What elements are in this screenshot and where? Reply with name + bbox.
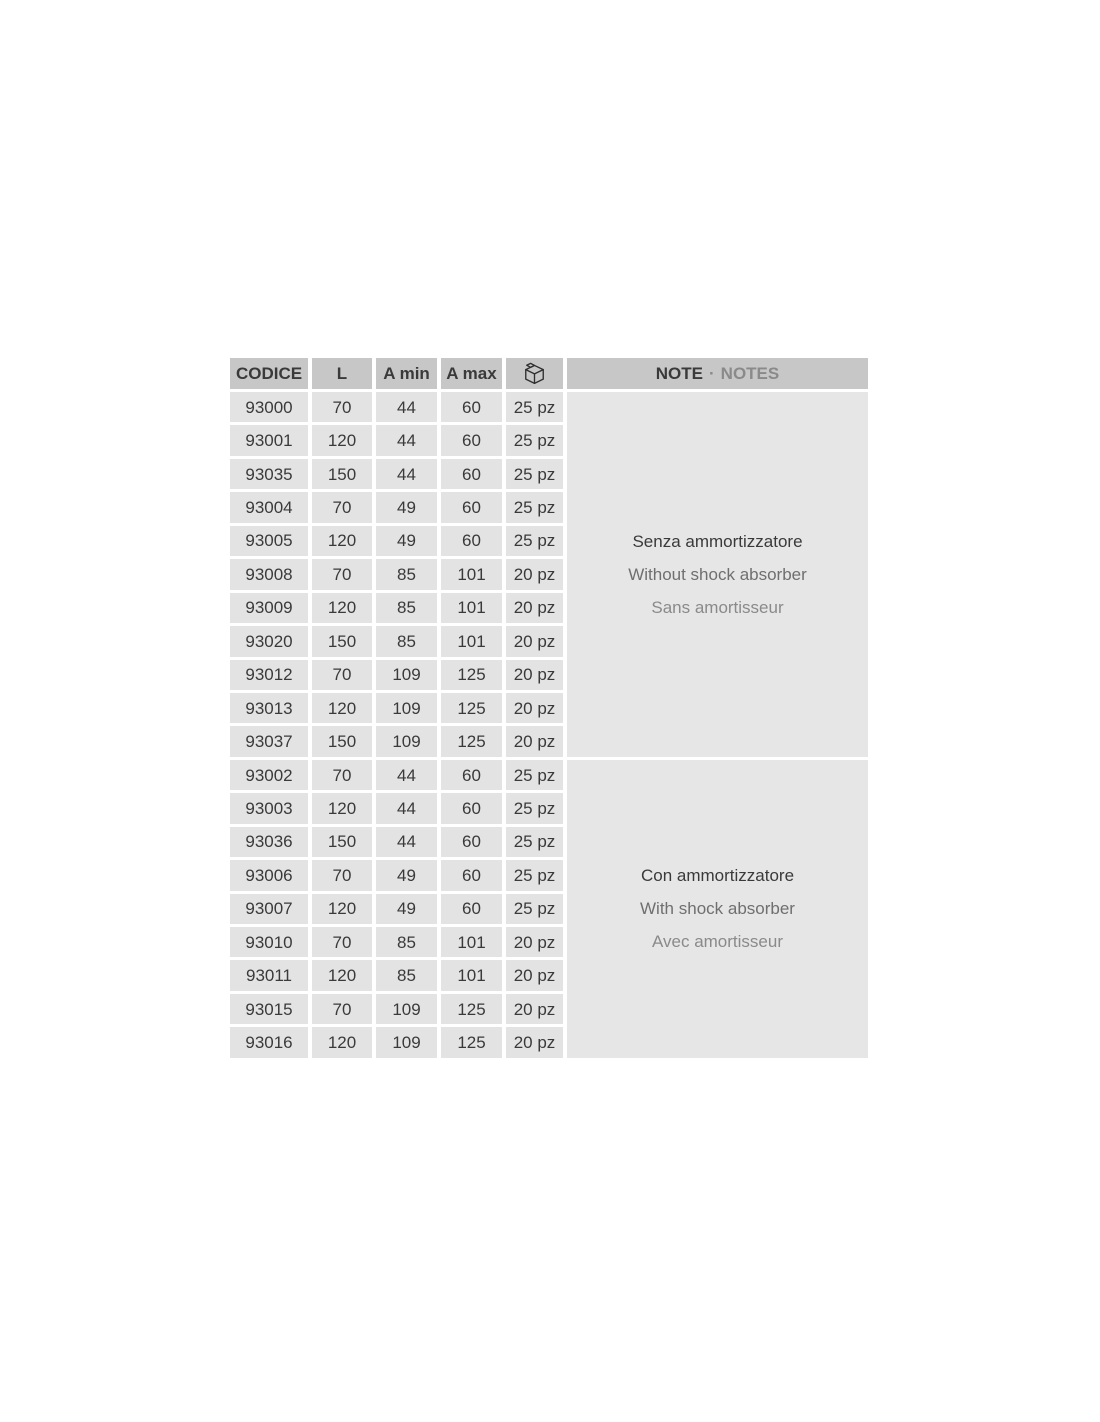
- codice-cell: 93004: [230, 492, 308, 522]
- a-min-cell: 44: [376, 827, 437, 857]
- codice-cell: 93006: [230, 860, 308, 890]
- a-min-cell: 109: [376, 726, 437, 756]
- length-cell: 120: [312, 894, 372, 924]
- pack-qty-cell: 20 pz: [506, 960, 563, 990]
- length-cell: 70: [312, 860, 372, 890]
- a-min-cell: 85: [376, 593, 437, 623]
- a-min-cell: 109: [376, 693, 437, 723]
- pack-qty-cell: 25 pz: [506, 392, 563, 422]
- codice-cell: 93007: [230, 894, 308, 924]
- a-max-cell: 60: [441, 793, 502, 823]
- length-cell: 120: [312, 425, 372, 455]
- note-text-italian: Con ammortizzatore: [640, 866, 795, 886]
- length-cell: 70: [312, 927, 372, 957]
- a-max-cell: 60: [441, 894, 502, 924]
- codice-cell: 93016: [230, 1027, 308, 1057]
- a-min-cell: 49: [376, 894, 437, 924]
- a-max-cell: 101: [441, 960, 502, 990]
- a-max-cell: 60: [441, 860, 502, 890]
- codice-cell: 93012: [230, 660, 308, 690]
- codice-cell: 93020: [230, 626, 308, 656]
- spec-table: [230, 358, 868, 1058]
- length-cell: 150: [312, 827, 372, 857]
- codice-cell: 93008: [230, 559, 308, 589]
- pack-qty-cell: 25 pz: [506, 894, 563, 924]
- a-max-cell: 101: [441, 626, 502, 656]
- codice-cell: 93002: [230, 760, 308, 790]
- pack-qty-cell: 25 pz: [506, 459, 563, 489]
- notes-header-italian: NOTE: [655, 364, 703, 383]
- column-header-pack: [506, 358, 563, 389]
- length-cell: 70: [312, 492, 372, 522]
- length-cell: 120: [312, 693, 372, 723]
- a-min-cell: 49: [376, 526, 437, 556]
- a-min-cell: 49: [376, 860, 437, 890]
- a-min-cell: 44: [376, 793, 437, 823]
- a-max-cell: 101: [441, 559, 502, 589]
- codice-cell: 93001: [230, 425, 308, 455]
- a-max-cell: 60: [441, 827, 502, 857]
- codice-cell: 93011: [230, 960, 308, 990]
- pack-qty-cell: 25 pz: [506, 793, 563, 823]
- pack-qty-cell: 20 pz: [506, 1027, 563, 1057]
- a-max-cell: 101: [441, 927, 502, 957]
- a-max-cell: 60: [441, 392, 502, 422]
- length-cell: 70: [312, 392, 372, 422]
- length-cell: 70: [312, 760, 372, 790]
- a-max-cell: 125: [441, 994, 502, 1024]
- codice-cell: 93005: [230, 526, 308, 556]
- a-min-cell: 44: [376, 392, 437, 422]
- length-cell: 120: [312, 960, 372, 990]
- pack-qty-cell: 20 pz: [506, 726, 563, 756]
- a-min-cell: 44: [376, 425, 437, 455]
- a-min-cell: 85: [376, 927, 437, 957]
- a-min-cell: 44: [376, 760, 437, 790]
- codice-cell: 93015: [230, 994, 308, 1024]
- a-max-cell: 60: [441, 492, 502, 522]
- note-text-italian: Senza ammortizzatore: [632, 531, 803, 551]
- codice-cell: 93009: [230, 593, 308, 623]
- codice-cell: 93037: [230, 726, 308, 756]
- a-max-cell: 125: [441, 693, 502, 723]
- column-header-length: L: [312, 358, 372, 389]
- pack-qty-cell: 25 pz: [506, 827, 563, 857]
- a-min-cell: 109: [376, 994, 437, 1024]
- package-icon: [521, 361, 548, 387]
- note-text-english: With shock absorber: [640, 899, 795, 919]
- codice-cell: 93010: [230, 927, 308, 957]
- a-max-cell: 125: [441, 726, 502, 756]
- a-min-cell: 49: [376, 492, 437, 522]
- note-cell-1: [567, 760, 868, 1058]
- a-min-cell: 85: [376, 960, 437, 990]
- pack-qty-cell: 20 pz: [506, 994, 563, 1024]
- note-cell-0: [567, 392, 868, 757]
- codice-cell: 93000: [230, 392, 308, 422]
- a-min-cell: 85: [376, 559, 437, 589]
- a-max-cell: 125: [441, 660, 502, 690]
- length-cell: 70: [312, 559, 372, 589]
- length-cell: 120: [312, 593, 372, 623]
- pack-qty-cell: 20 pz: [506, 660, 563, 690]
- length-cell: 150: [312, 459, 372, 489]
- note-text-english: Without shock absorber: [628, 564, 807, 584]
- pack-qty-cell: 20 pz: [506, 559, 563, 589]
- notes-header-english: NOTES: [720, 364, 780, 383]
- column-header-notes: [567, 358, 868, 389]
- column-header-a-max: A max: [441, 358, 502, 389]
- pack-qty-cell: 20 pz: [506, 593, 563, 623]
- pack-qty-cell: 20 pz: [506, 693, 563, 723]
- codice-cell: 93013: [230, 693, 308, 723]
- pack-qty-cell: 20 pz: [506, 626, 563, 656]
- a-max-cell: 60: [441, 459, 502, 489]
- length-cell: 70: [312, 994, 372, 1024]
- pack-qty-cell: 25 pz: [506, 425, 563, 455]
- note-text-french: Avec amortisseur: [651, 932, 783, 952]
- column-header-codice: CODICE: [230, 358, 308, 389]
- codice-cell: 93003: [230, 793, 308, 823]
- a-max-cell: 125: [441, 1027, 502, 1057]
- a-max-cell: 101: [441, 593, 502, 623]
- length-cell: 120: [312, 526, 372, 556]
- length-cell: 70: [312, 660, 372, 690]
- a-min-cell: 109: [376, 660, 437, 690]
- column-header-a-min: A min: [376, 358, 437, 389]
- a-min-cell: 85: [376, 626, 437, 656]
- pack-qty-cell: 25 pz: [506, 526, 563, 556]
- length-cell: 150: [312, 726, 372, 756]
- length-cell: 150: [312, 626, 372, 656]
- notes-header-separator: ·: [709, 364, 715, 383]
- pack-qty-cell: 20 pz: [506, 927, 563, 957]
- pack-qty-cell: 25 pz: [506, 492, 563, 522]
- pack-qty-cell: 25 pz: [506, 760, 563, 790]
- a-min-cell: 44: [376, 459, 437, 489]
- a-min-cell: 109: [376, 1027, 437, 1057]
- a-max-cell: 60: [441, 425, 502, 455]
- pack-qty-cell: 25 pz: [506, 860, 563, 890]
- note-text-french: Sans amortisseur: [651, 597, 784, 617]
- length-cell: 120: [312, 793, 372, 823]
- length-cell: 120: [312, 1027, 372, 1057]
- a-max-cell: 60: [441, 526, 502, 556]
- codice-cell: 93036: [230, 827, 308, 857]
- codice-cell: 93035: [230, 459, 308, 489]
- a-max-cell: 60: [441, 760, 502, 790]
